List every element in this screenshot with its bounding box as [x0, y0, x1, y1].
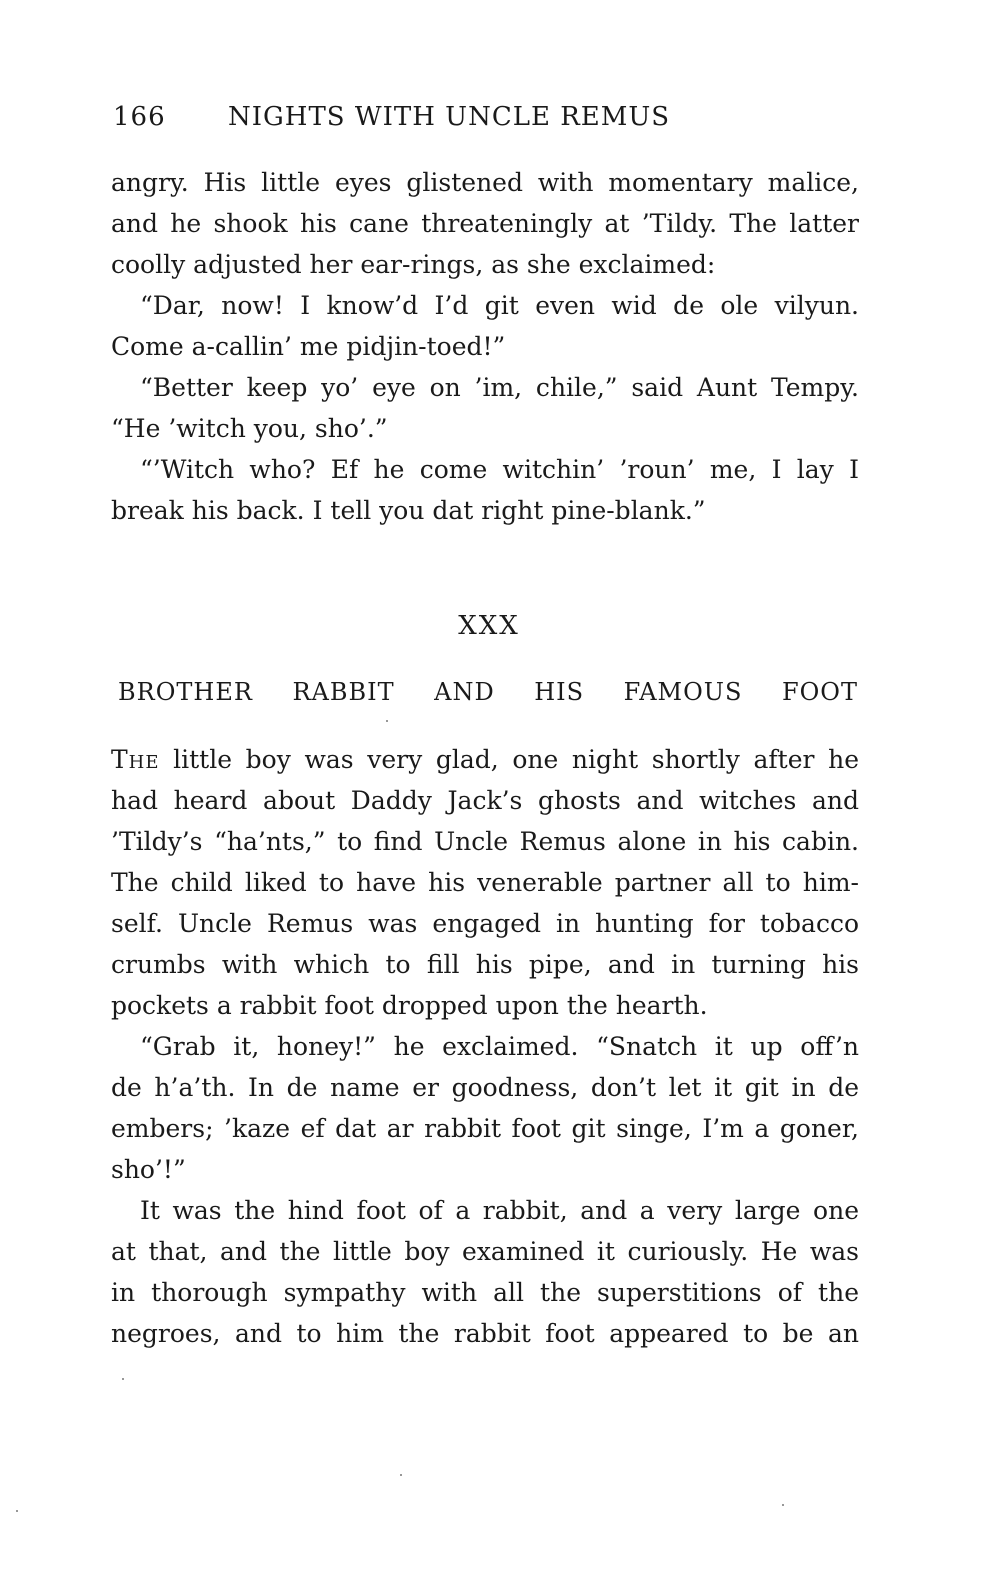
text-line: coolly adjusted her ear-rings, as she exclaimed:: [111, 250, 716, 279]
scan-speck: [400, 1474, 402, 1476]
text-line: Come a-callin’ me pidjin-toed!”: [111, 332, 506, 361]
text-line: negroes, and to him the rabbit foot appeared to be an: [111, 1319, 859, 1348]
text-line: embers; ’kaze ef dat ar rabbit foot git singe, I’m a goner,: [111, 1114, 859, 1143]
chapter-number: XXX: [458, 611, 520, 641]
running-head: [113, 102, 863, 132]
text-line: sho’!”: [111, 1155, 186, 1184]
scan-speck: [782, 1504, 784, 1506]
opening-word: The: [111, 745, 160, 774]
page-number: 166: [113, 102, 166, 132]
text-line: ’Tildy’s “ha’nts,” to find Uncle Remus alone in his cabin.: [111, 827, 859, 856]
text-line: had heard about Daddy Jack’s ghosts and witches and: [111, 786, 859, 815]
text-line: “’Witch who? Ef he come witchin’ ’roun’ me, I lay I: [140, 455, 859, 484]
text-line: The child liked to have his venerable partner all to him-: [111, 868, 859, 897]
scan-speck: [16, 1510, 18, 1512]
text-line: “Better keep yo’ eye on ’im, chile,” said Aunt Tempy.: [140, 373, 859, 402]
text-line: de h’a’th. In de name er goodness, don’t let it git in de: [111, 1073, 859, 1102]
text-line: “Dar, now! I know’d I’d git even wid de ole vilyun.: [140, 291, 859, 320]
text-line: break his back. I tell you dat right pine-blank.”: [111, 496, 706, 525]
text-line-rest: little boy was very glad, one night shortly after he: [159, 745, 859, 774]
running-title: NIGHTS WITH UNCLE REMUS: [228, 102, 671, 132]
text-line: “He ’witch you, sho’.”: [111, 414, 388, 443]
text-line: self. Uncle Remus was engaged in hunting for tobacco: [111, 909, 859, 938]
text-line: at that, and the little boy examined it curiously. He was: [111, 1237, 859, 1266]
text-line: “Grab it, honey!” he exclaimed. “Snatch it up off’n: [140, 1032, 859, 1061]
text-line: pockets a rabbit foot dropped upon the hearth.: [111, 991, 708, 1020]
scan-speck: [122, 1378, 124, 1380]
text-line: crumbs with which to fill his pipe, and in turning his: [111, 950, 859, 979]
text-line: angry. His little eyes glistened with momentary malice,: [111, 168, 859, 197]
text-line: [111, 745, 859, 775]
text-line: and he shook his cane threateningly at ’Tildy. The latter: [111, 209, 859, 238]
chapter-title: BROTHER RABBIT AND HIS FAMOUS FOOT: [118, 678, 858, 706]
text-line: in thorough sympathy with all the superstitions of the: [111, 1278, 859, 1307]
text-line: It was the hind foot of a rabbit, and a very large one: [140, 1196, 859, 1225]
scan-speck: [386, 720, 388, 722]
